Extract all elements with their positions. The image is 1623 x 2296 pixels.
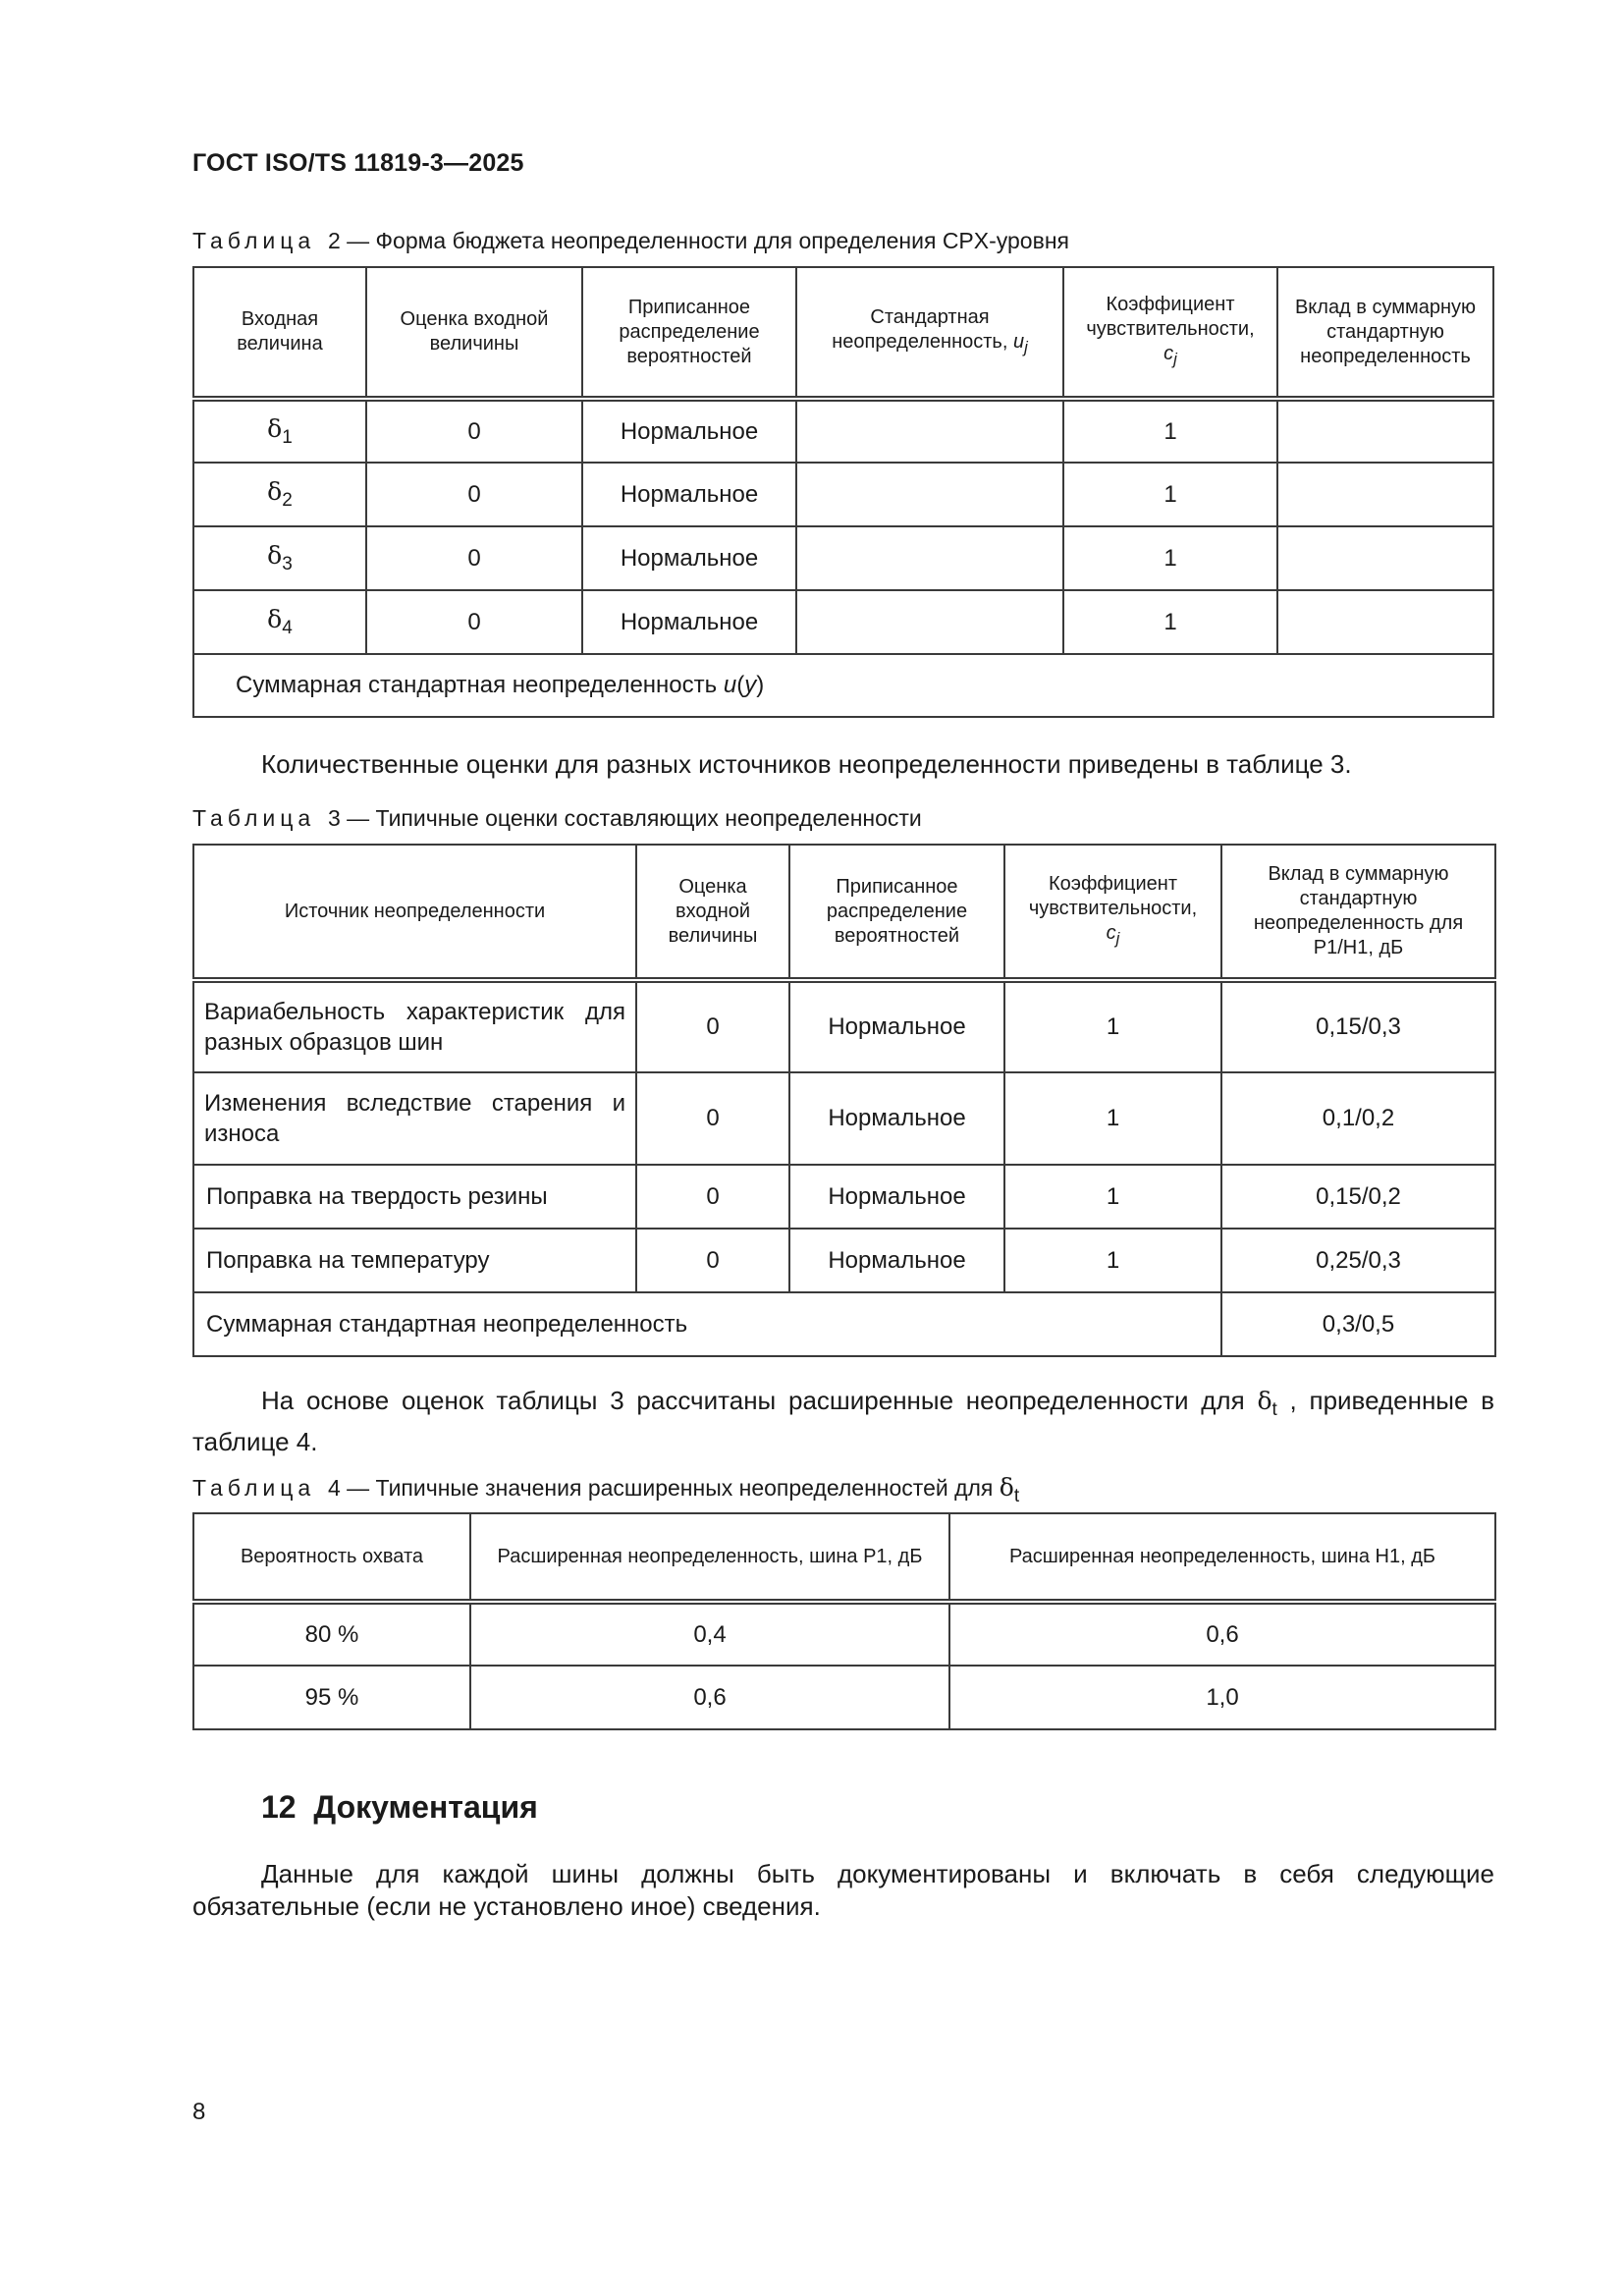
table3 [192,844,1496,1357]
document-header: ГОСТ ISO/TS 11819-3—2025 [192,149,524,177]
table3-contribution-cell: 0,25/0,3 [1221,1229,1495,1292]
section-heading [261,1789,538,1826]
table2-coefficient-cell: 1 [1063,526,1277,590]
table3-distribution-cell: Нормальное [789,980,1004,1072]
table-row [193,1666,1495,1729]
table2-input-cell [193,590,366,654]
table2-caption-prefix: Таблица [192,228,316,253]
table3-coefficient-cell: 1 [1004,980,1221,1072]
table2-header-estimate: Оценка входной величины [366,267,582,399]
table2 [192,266,1494,718]
delta-symbol: $\delta_1$ [267,414,293,448]
table2-total-cell: Суммарная стандартная неопределенность u(y) [193,654,1493,717]
table3-header-coefficient [1004,845,1221,980]
table2-uncertainty-cell [796,463,1063,526]
table3-source-cell: Изменения вследствие старения и износа [193,1072,636,1165]
table3-coefficient-cell: 1 [1004,1165,1221,1229]
table2-header-contribution: Вклад в суммарную стандартную неопределенность [1277,267,1493,399]
table3-source-cell: Поправка на твердость резины [193,1165,636,1229]
table2-input-cell [193,526,366,590]
table3-estimate-cell: 0 [636,980,789,1072]
table4 [192,1512,1496,1730]
paragraph-table4-intro [192,1385,1494,1458]
table2-header-coefficient [1063,267,1277,399]
table2-total-arg: y [744,672,757,698]
table2-coefficient-cell: 1 [1063,399,1277,463]
table4-p1-cell: 0,4 [470,1602,949,1666]
paragraph2-after: , приведенные в таблице 4. [192,1386,1495,1456]
table4-header-p1: Расширенная неопределенность, шина P1, дБ [470,1513,949,1602]
table2-contribution-cell [1277,590,1493,654]
table4-h1-cell: 0,6 [949,1602,1495,1666]
table3-source-cell: Вариабельность характеристик для разных образцов шин [193,980,636,1072]
delta-symbol: $\delta_2$ [267,477,293,511]
table3-caption [192,805,922,832]
table3-caption-prefix: Таблица [192,805,316,831]
table3-header-c-sub: j [1115,929,1120,948]
table4-header-probability: Вероятность охвата [193,1513,470,1602]
table3-header-distribution: Приписанное распределение вероятностей [789,845,1004,980]
paragraph-documentation: Данные для каждой шины должны быть документированы и включать в себя следующие обязательные (если не установлено иное) сведения. [192,1859,1494,1921]
section-title: Документация [313,1789,538,1825]
table3-header-contribution: Вклад в суммарную стандартную неопределенность для P1/H1, дБ [1221,845,1495,980]
table2-caption [192,228,1069,254]
table3-header-estimate: Оценка входной величины [636,845,789,980]
table2-header-uncertainty-label: Стандартная неопределенность, [832,305,1008,353]
table-row [193,399,1493,463]
table-row [193,1229,1495,1292]
delta-symbol: $\delta_4$ [267,605,293,638]
table2-contribution-cell [1277,526,1493,590]
table2-caption-text: 2 — Форма бюджета неопределенности для определения CPX-уровня [327,228,1069,253]
table2-estimate-cell: 0 [366,526,582,590]
table2-uncertainty-cell [796,590,1063,654]
table3-header-c-symbol: c [1106,922,1116,944]
table2-coefficient-cell: 1 [1063,463,1277,526]
table2-estimate-cell: 0 [366,463,582,526]
delta-t-symbol: $\delta_t$ [1257,1387,1277,1420]
table4-p1-cell: 0,6 [470,1666,949,1729]
table2-estimate-cell: 0 [366,590,582,654]
table-row [193,1072,1495,1165]
table3-estimate-cell: 0 [636,1229,789,1292]
table2-header-u-sub: j [1024,337,1028,356]
table3-coefficient-cell: 1 [1004,1229,1221,1292]
paragraph2-before: На основе оценок таблицы 3 рассчитаны расширенные неопределенности для [261,1386,1245,1415]
table4-caption [192,1473,1019,1507]
table2-header-c-symbol: c [1163,343,1174,364]
table2-input-cell [193,463,366,526]
table2-distribution-cell: Нормальное [582,399,796,463]
table2-header-input: Входная величина [193,267,366,399]
table2-total-symbol: u [723,672,737,698]
page-number: 8 [192,2099,206,2125]
table3-estimate-cell: 0 [636,1072,789,1165]
table3-contribution-cell: 0,1/0,2 [1221,1072,1495,1165]
table2-distribution-cell: Нормальное [582,590,796,654]
table2-uncertainty-cell [796,526,1063,590]
table4-probability-cell: 95 % [193,1666,470,1729]
table3-header-coefficient-label: Коэффициент чувствительности, [1028,873,1198,919]
delta-t-symbol: $\delta_t$ [999,1473,1020,1506]
table3-header-source: Источник неопределенности [193,845,636,980]
table4-caption-text: 4 — Типичные значения расширенных неопределенностей для [327,1475,994,1501]
table-row [193,463,1493,526]
table2-total-row [193,654,1493,717]
table3-source-cell: Поправка на температуру [193,1229,636,1292]
table3-caption-text: 3 — Типичные оценки составляющих неопределенности [327,805,922,831]
table3-distribution-cell: Нормальное [789,1165,1004,1229]
table2-header-uncertainty [796,267,1063,399]
table3-total-label: Суммарная стандартная неопределенность [193,1292,1221,1356]
table3-contribution-cell: 0,15/0,3 [1221,980,1495,1072]
paragraph-table3-intro: Количественные оценки для разных источников неопределенности приведены в таблице 3. [261,749,1352,779]
table-row [193,1602,1495,1666]
section-number: 12 [261,1789,297,1825]
table4-header-h1: Расширенная неопределенность, шина H1, дБ [949,1513,1495,1602]
table2-estimate-cell: 0 [366,399,582,463]
table2-header-c-sub: j [1173,350,1177,368]
table2-header-coefficient-label: Коэффициент чувствительности, [1086,294,1255,340]
table2-total-text: Суммарная стандартная неопределенность [236,672,718,698]
table2-header-u-symbol: u [1012,330,1025,353]
table2-coefficient-cell: 1 [1063,590,1277,654]
table3-total-row [193,1292,1495,1356]
table-row [193,1165,1495,1229]
table4-caption-prefix: Таблица [192,1475,316,1501]
table2-uncertainty-cell [796,399,1063,463]
table2-header-distribution: Приписанное распределение вероятностей [582,267,796,399]
table3-distribution-cell: Нормальное [789,1072,1004,1165]
table4-probability-cell: 80 % [193,1602,470,1666]
table3-estimate-cell: 0 [636,1165,789,1229]
table-row [193,980,1495,1072]
table-row [193,590,1493,654]
table2-contribution-cell [1277,399,1493,463]
table-row [193,526,1493,590]
table3-total-value: 0,3/0,5 [1221,1292,1495,1356]
table3-coefficient-cell: 1 [1004,1072,1221,1165]
table2-contribution-cell [1277,463,1493,526]
table3-distribution-cell: Нормальное [789,1229,1004,1292]
table2-distribution-cell: Нормальное [582,463,796,526]
table3-contribution-cell: 0,15/0,2 [1221,1165,1495,1229]
table2-input-cell [193,399,366,463]
delta-symbol: $\delta_3$ [267,541,293,574]
table4-h1-cell: 1,0 [949,1666,1495,1729]
table2-distribution-cell: Нормальное [582,526,796,590]
